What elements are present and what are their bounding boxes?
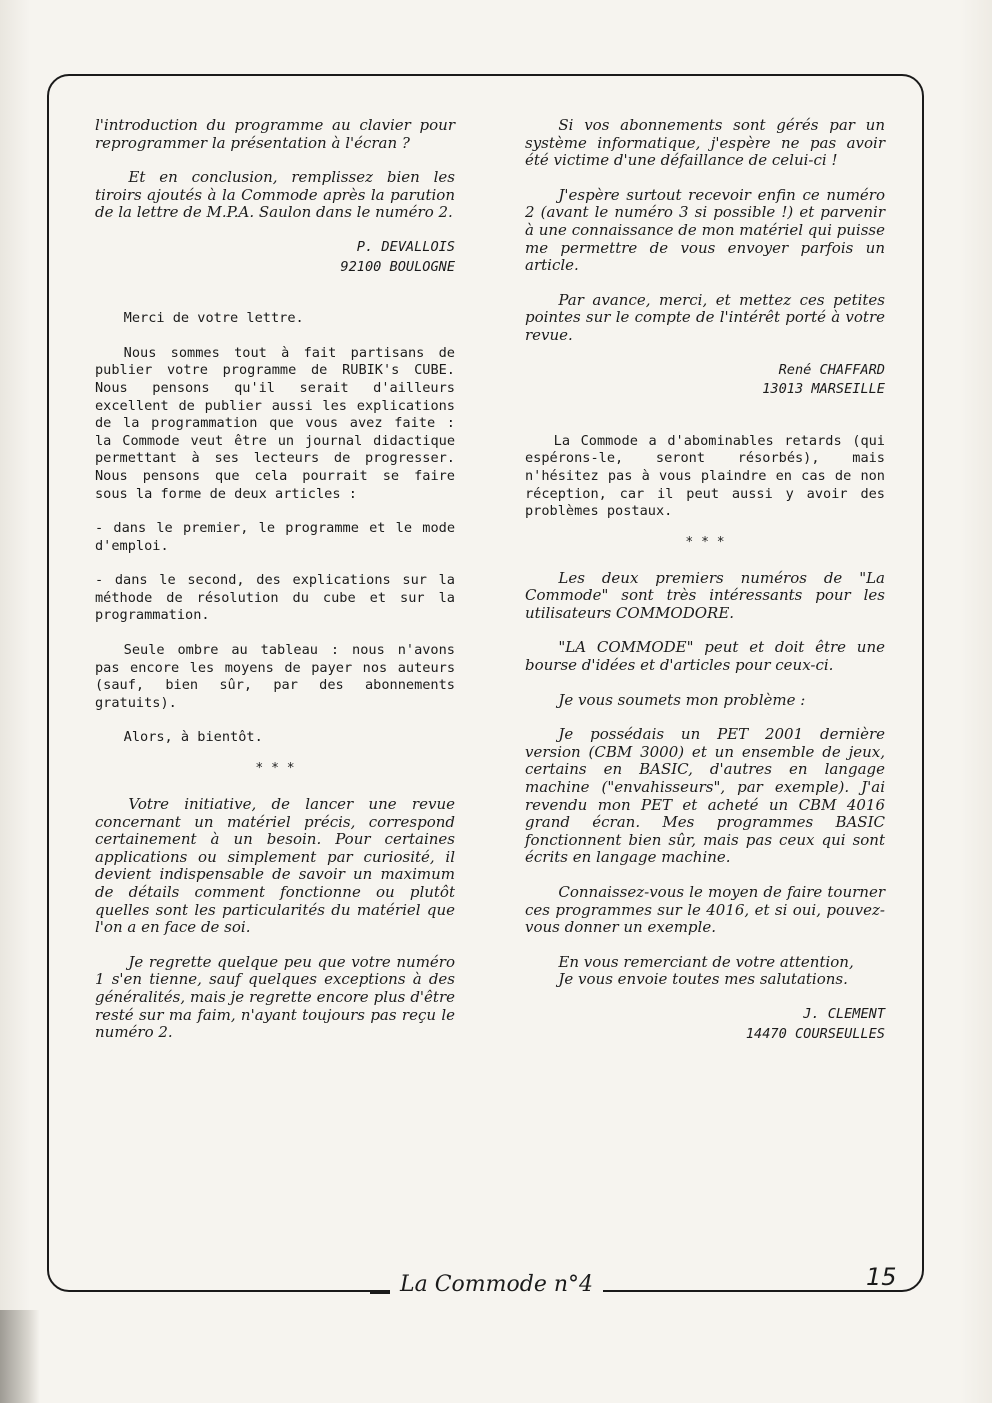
page-edge-shadow <box>0 1310 40 1403</box>
reply1-paragraph-1: Merci de votre lettre. <box>123 310 304 327</box>
reply2-paragraph: La Commode a d'abominables retards (qui espérons-le, seront résorbés), mais n'hésitez pas à vous plaindre en cas de non réception, car il peut aussi y avoir des problèmes postaux. <box>525 432 885 520</box>
reply1-list-item-1: - dans le premier, le programme et le mode d'emploi. <box>95 520 455 554</box>
letter3-paragraph-3: Je vous soumets mon problème : <box>558 690 806 709</box>
letter2-signature-place: 13013 MARSEILLE <box>762 381 885 398</box>
footer-magazine-title: La Commode n°4 <box>390 1267 603 1303</box>
reply1-list-item-2: - dans le second, des explications sur la méthode de résolution du cube et sur la programmation. <box>95 572 455 624</box>
letter2-paragraph-4: J'espère surtout recevoir enfin ce numéro 2 (avant le numéro 3 si possible !) et parvenir à une connaissance de mon matériel qui puisse me permettre de vous envoyer parfois un article. <box>525 185 885 275</box>
letter1-paragraph-2: Et en conclusion, remplissez bien les tiroirs ajoutés à la Commode après la parution de la lettre de M.P.A. Saulon dans le numéro 2. <box>95 168 455 222</box>
letter1-signature-name: P. DEVALLOIS <box>356 238 455 255</box>
reply1-paragraph-4: Alors, à bientôt. <box>123 729 263 746</box>
letter2-paragraph-1: Votre initiative, de lancer une revue concernant un matériel précis, correspond certainement à un besoin. Pour certaines applications ou simplement par curiosité, il devient indispensable de savoir un maximum de détails comment fonctionne ou plutôt quelles sont les particularités du matériel que l'on a en face de soi. <box>95 795 455 937</box>
letter1-signature-place: 92100 BOULOGNE <box>340 258 455 275</box>
letter2-paragraph-3: Si vos abonnements sont gérés par un système informatique, j'espère ne pas avoir été victime d'une défaillance de celui-ci ! <box>525 116 885 170</box>
letter2-signature-name: René CHAFFARD <box>778 361 885 378</box>
letter3-paragraph-6: En vous remerciant de votre attention, <box>558 952 854 971</box>
left-column <box>95 117 455 1059</box>
right-column <box>525 117 885 1045</box>
letter3-signature-place: 14470 COURSEULLES <box>745 1025 885 1042</box>
section-separator-stars: * * * <box>255 761 295 777</box>
letter1-paragraph-1: l'introduction du programme au clavier pour reprogrammer la présentation à l'écran ? <box>95 116 455 152</box>
reply1-paragraph-3: Seule ombre au tableau : nous n'avons pas encore les moyens de payer nos auteurs (sauf, bien sûr, par des abonnements gratuits). <box>95 642 455 711</box>
letter3-paragraph-4: Je possédais un PET 2001 dernière version (CBM 3000) et un ensemble de jeux, certains en BASIC, d'autres en langage machine ("envahisseurs", par exemple). J'ai revendu mon PET et acheté un CBM 4016 grand écran. Mes programmes BASIC fonctionnent bien sûr, mais pas ceux qui sont écrits en langage machine. <box>525 725 885 867</box>
letter3-paragraph-2: "LA COMMODE" peut et doit être une bourse d'idées et d'articles pour ceux-ci. <box>525 638 885 675</box>
reply1-paragraph-2: Nous sommes tout à fait partisans de publier votre programme de RUBIK's CUBE. Nous pensons qu'il serait d'ailleurs excellent de publier aussi les explications de la programmation que vous avez faite : la Commode veut être un journal didactique permettant à ses lecteurs de progresser. Nous pensons que cela pourrait se faire sous la forme de deux articles : <box>95 344 455 502</box>
letter3-paragraph-7: Je vous envoie toutes mes salutations. <box>558 970 848 989</box>
page-number: 15 <box>866 1263 897 1291</box>
letter2-paragraph-5: Par avance, merci, et mettez ces petites pointes sur le compte de l'intérêt porté à votre revue. <box>525 290 885 344</box>
letter3-paragraph-1: Les deux premiers numéros de "La Commode" sont très intéressants pour les utilisateurs COMMODORE. <box>525 568 885 622</box>
letter2-paragraph-2: Je regrette quelque peu que votre numéro 1 s'en tienne, sauf quelques exceptions à des généralités, mais je regrette encore plus d'être resté sur ma faim, n'ayant toujours pas reçu le numéro 2. <box>95 952 455 1042</box>
letter3-signature-name: J. CLEMENT <box>803 1005 885 1022</box>
section-separator-stars: * * * <box>685 534 725 550</box>
letter3-paragraph-5: Connaissez-vous le moyen de faire tourner ces programmes sur le 4016, et si oui, pouvez-vous donner un exemple. <box>525 883 885 937</box>
